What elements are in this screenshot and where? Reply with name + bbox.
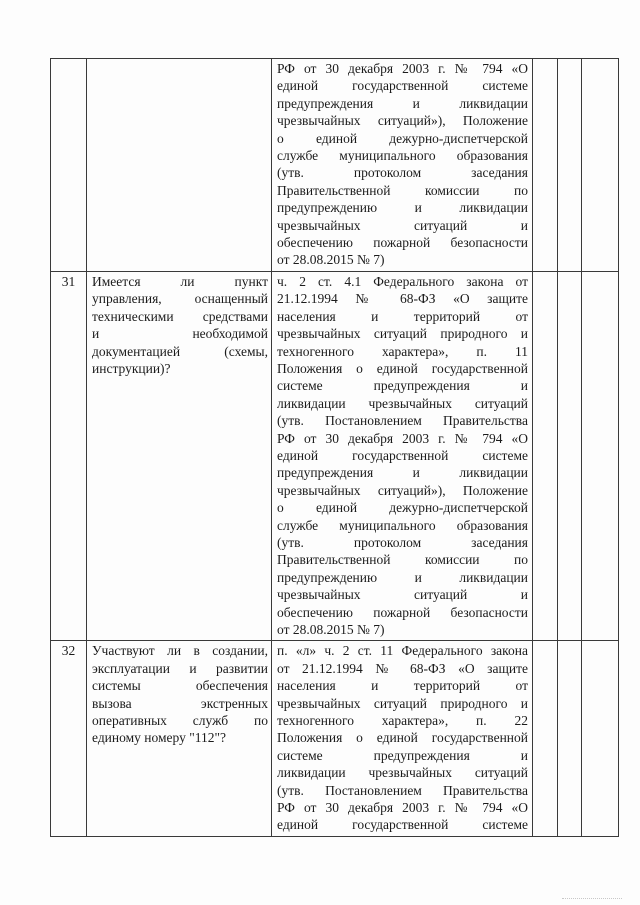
row-number [51,59,87,272]
reference-line: (утв. Постановлением Правительства [277,413,528,429]
question-line: Имеется ли пункт [92,273,268,289]
reference-line: обеспечению пожарной безопасности [277,604,528,620]
reference-line: п. «л» ч. 2 ст. 11 Федерального закона [277,643,528,659]
answer-no-cell [558,59,582,272]
reference-line: чрезвычайных ситуаций»), Положение [277,113,528,129]
reference-line: о единой дежурно-диспетчерской [277,500,528,516]
question-line: эксплуатации и развитии [92,660,268,676]
reference-line: населения и территорий от [277,678,528,694]
reference-line: от 28.08.2015 № 7) [277,622,385,637]
legal-reference-cell [272,271,533,641]
table-body [51,59,619,837]
reference-line: чрезвычайных ситуаций природного и [277,326,528,342]
reference-line: (утв. протоколом заседания [277,165,528,181]
question-line: единому номеру "112"? [92,730,227,746]
reference-line: техногенного характера», п. 22 [277,713,528,729]
reference-line: техногенного характера», п. 11 [277,343,528,359]
note-cell [582,271,619,641]
reference-line: службе муниципального образования [277,517,528,533]
question-line: инструкции)? [92,360,171,376]
note-cell [582,59,619,272]
table-row [51,59,619,272]
reference-line: чрезвычайных ситуаций»), Положение [277,482,528,498]
reference-line: ч. 2 ст. 4.1 Федерального закона от [277,273,528,289]
reference-line: единой государственной системе [277,447,528,463]
legal-reference-cell [272,641,533,836]
page-mark [562,898,622,901]
reference-line: Положения о единой государственной [277,360,528,376]
reference-line: о единой дежурно-диспетчерской [277,130,528,146]
reference-line: предупреждению и ликвидации [277,200,528,216]
question-line: и необходимой [92,326,268,342]
answer-yes-cell [533,641,558,836]
reference-line: РФ от 30 декабря 2003 г. № 794 «О [277,430,528,446]
reference-line: чрезвычайных ситуаций и [277,587,528,603]
reference-line: от 28.08.2015 № 7) [277,252,385,268]
question-line: управления, оснащенный [92,291,268,307]
reference-line: единой государственной системе [277,817,528,833]
question-line: документацией (схемы, [92,343,268,359]
reference-line: предупреждению и ликвидации [277,569,528,585]
reference-line: РФ от 30 декабря 2003 г. № 794 «О [277,800,528,816]
reference-line: предупреждения и ликвидации [277,95,528,111]
answer-yes-cell [533,59,558,272]
reference-line: чрезвычайных ситуаций и [277,217,528,233]
question-cell [87,59,272,272]
table-row [51,271,619,641]
reference-line: населения и территорий от [277,308,528,324]
reference-line: обеспечению пожарной безопасности [277,235,528,251]
answer-no-cell [558,271,582,641]
reference-line: РФ от 30 декабря 2003 г. № 794 «О [277,61,528,76]
requirements-table [50,58,619,837]
reference-line: ликвидации чрезвычайных ситуаций [277,765,528,781]
reference-line: 21.12.1994 № 68-ФЗ «О защите [277,291,528,307]
answer-no-cell [558,641,582,836]
note-cell [582,641,619,836]
reference-line: от 21.12.1994 № 68-ФЗ «О защите [277,660,528,676]
question-line: техническими средствами [92,308,268,324]
reference-line: предупреждения и ликвидации [277,465,528,481]
legal-reference-cell [272,59,533,272]
reference-line: (утв. Постановлением Правительства [277,782,528,798]
question-line: Участвуют ли в создании, [92,643,268,659]
question-line: вызова экстренных [92,695,268,711]
reference-line: службе муниципального образования [277,148,528,164]
reference-line: Правительственной комиссии по [277,552,528,568]
reference-line: Правительственной комиссии по [277,182,528,198]
reference-line: Положения о единой государственной [277,730,528,746]
reference-line: ликвидации чрезвычайных ситуаций [277,395,528,411]
reference-line: системе предупреждения и [277,378,528,394]
answer-yes-cell [533,271,558,641]
reference-line: системе предупреждения и [277,747,528,763]
reference-line: чрезвычайных ситуаций природного и [277,695,528,711]
question-line: оперативных служб по [92,713,268,729]
question-cell [87,641,272,836]
question-cell [87,271,272,641]
table-row [51,641,619,836]
row-number: 32 [51,641,87,836]
reference-line: единой государственной системе [277,78,528,94]
reference-line: (утв. протоколом заседания [277,534,528,550]
question-line: системы обеспечения [92,678,268,694]
row-number: 31 [51,271,87,641]
